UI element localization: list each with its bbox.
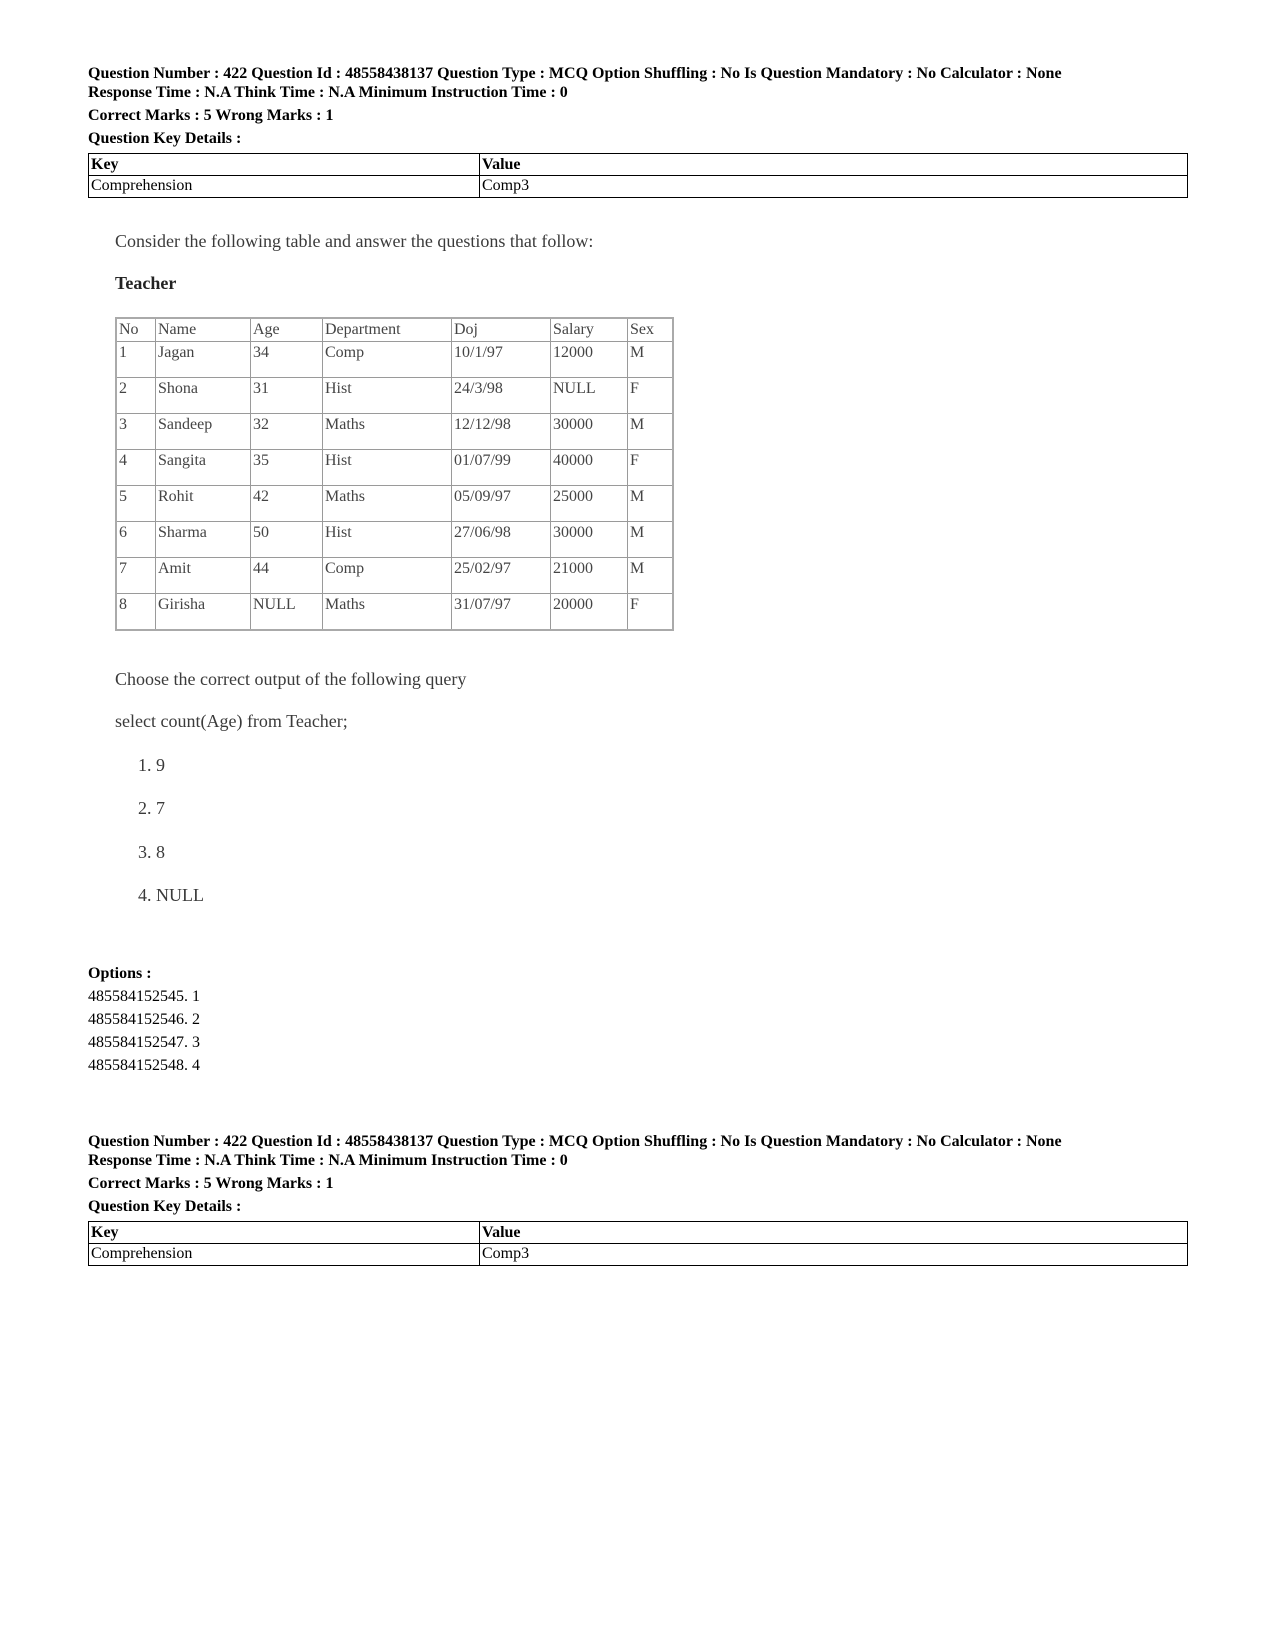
teacher-cell-sex: M [628, 486, 674, 522]
teacher-cell-name: Sangita [156, 450, 251, 486]
teacher-cell-department: Hist [323, 450, 452, 486]
header-sex: Sex [628, 318, 674, 342]
teacher-cell-age: 31 [251, 378, 323, 414]
choice-4: 4. NULL [138, 885, 204, 905]
teacher-cell-age: 32 [251, 414, 323, 450]
option-2: 485584152546. 2 [88, 1011, 200, 1028]
teacher-cell-age: 42 [251, 486, 323, 522]
teacher-cell-department: Comp [323, 558, 452, 594]
key-header: Key [89, 154, 480, 176]
question-header-repeat [88, 1132, 1188, 1266]
header-department: Department [323, 318, 452, 342]
key-cell-repeat: Comprehension [89, 1244, 480, 1266]
teacher-cell-doj: 31/07/97 [452, 594, 551, 631]
teacher-cell-sex: F [628, 594, 674, 631]
teacher-cell-salary: 20000 [551, 594, 628, 631]
key-details-table-repeat [88, 1221, 1188, 1266]
option-3: 485584152547. 3 [88, 1034, 200, 1051]
teacher-row [116, 414, 673, 450]
question-meta-line2-repeat: Response Time : N.A Think Time : N.A Minimum Instruction Time : 0 [88, 1152, 568, 1169]
key-details-header-row [89, 154, 1188, 176]
header-doj: Doj [452, 318, 551, 342]
teacher-cell-no: 2 [116, 378, 156, 414]
question-meta-line2: Response Time : N.A Think Time : N.A Minimum Instruction Time : 0 [88, 84, 568, 101]
teacher-cell-sex: F [628, 450, 674, 486]
teacher-cell-sex: F [628, 378, 674, 414]
header-no: No [116, 318, 156, 342]
teacher-cell-no: 8 [116, 594, 156, 631]
teacher-table [115, 317, 674, 631]
teacher-row [116, 558, 673, 594]
teacher-cell-doj: 12/12/98 [452, 414, 551, 450]
key-header-repeat: Key [89, 1222, 480, 1244]
teacher-cell-name: Rohit [156, 486, 251, 522]
value-cell-repeat: Comp3 [480, 1244, 1188, 1266]
teacher-cell-name: Amit [156, 558, 251, 594]
key-details-header-row-repeat [89, 1222, 1188, 1244]
teacher-cell-no: 4 [116, 450, 156, 486]
teacher-cell-doj: 25/02/97 [452, 558, 551, 594]
teacher-row [116, 594, 673, 631]
teacher-cell-doj: 01/07/99 [452, 450, 551, 486]
choice-2: 2. 7 [138, 798, 165, 818]
header-age: Age [251, 318, 323, 342]
teacher-cell-no: 7 [116, 558, 156, 594]
question-meta-line1: Question Number : 422 Question Id : 48558438137 Question Type : MCQ Option Shuffling : No Is Question Mandatory : No Calculator : None [88, 65, 1062, 82]
teacher-cell-salary: 30000 [551, 414, 628, 450]
key-details-label-repeat: Question Key Details : [88, 1198, 242, 1215]
teacher-row [116, 378, 673, 414]
teacher-cell-doj: 27/06/98 [452, 522, 551, 558]
teacher-cell-name: Sharma [156, 522, 251, 558]
question-marks-repeat: Correct Marks : 5 Wrong Marks : 1 [88, 1175, 334, 1192]
teacher-cell-doj: 05/09/97 [452, 486, 551, 522]
teacher-row [116, 450, 673, 486]
teacher-header-row [116, 318, 673, 342]
teacher-cell-no: 6 [116, 522, 156, 558]
key-details-label: Question Key Details : [88, 130, 242, 147]
teacher-cell-salary: NULL [551, 378, 628, 414]
teacher-row [116, 486, 673, 522]
teacher-cell-department: Maths [323, 414, 452, 450]
teacher-cell-age: NULL [251, 594, 323, 631]
question-header [88, 64, 1188, 198]
option-1: 485584152545. 1 [88, 988, 200, 1005]
teacher-cell-no: 1 [116, 342, 156, 378]
teacher-cell-sex: M [628, 558, 674, 594]
teacher-cell-salary: 40000 [551, 450, 628, 486]
teacher-cell-age: 50 [251, 522, 323, 558]
choice-3: 3. 8 [138, 842, 165, 862]
teacher-cell-age: 34 [251, 342, 323, 378]
teacher-cell-name: Sandeep [156, 414, 251, 450]
options-section [88, 962, 200, 1077]
value-header-repeat: Value [480, 1222, 1188, 1244]
option-4: 485584152548. 4 [88, 1057, 200, 1074]
teacher-cell-no: 5 [116, 486, 156, 522]
teacher-cell-salary: 12000 [551, 342, 628, 378]
teacher-cell-department: Maths [323, 486, 452, 522]
teacher-cell-department: Hist [323, 522, 452, 558]
choice-1: 1. 9 [138, 755, 165, 775]
key-cell: Comprehension [89, 176, 480, 198]
teacher-cell-salary: 21000 [551, 558, 628, 594]
teacher-row [116, 342, 673, 378]
key-details-row [89, 176, 1188, 198]
teacher-cell-department: Hist [323, 378, 452, 414]
teacher-cell-age: 44 [251, 558, 323, 594]
teacher-cell-name: Jagan [156, 342, 251, 378]
header-salary: Salary [551, 318, 628, 342]
teacher-cell-age: 35 [251, 450, 323, 486]
options-label: Options : [88, 965, 152, 982]
teacher-cell-department: Comp [323, 342, 452, 378]
teacher-cell-sex: M [628, 414, 674, 450]
teacher-cell-name: Shona [156, 378, 251, 414]
value-cell: Comp3 [480, 176, 1188, 198]
teacher-cell-no: 3 [116, 414, 156, 450]
teacher-cell-sex: M [628, 342, 674, 378]
key-details-table [88, 153, 1188, 198]
value-header: Value [480, 154, 1188, 176]
sql-query: select count(Age) from Teacher; [115, 711, 348, 731]
key-details-row-repeat [89, 1244, 1188, 1266]
question-image [115, 225, 815, 945]
header-name: Name [156, 318, 251, 342]
choose-prompt: Choose the correct output of the following query [115, 669, 467, 689]
teacher-cell-sex: M [628, 522, 674, 558]
teacher-cell-department: Maths [323, 594, 452, 631]
teacher-cell-salary: 25000 [551, 486, 628, 522]
teacher-cell-doj: 10/1/97 [452, 342, 551, 378]
question-marks: Correct Marks : 5 Wrong Marks : 1 [88, 107, 334, 124]
teacher-cell-salary: 30000 [551, 522, 628, 558]
teacher-cell-doj: 24/3/98 [452, 378, 551, 414]
table-name: Teacher [115, 273, 177, 293]
teacher-row [116, 522, 673, 558]
question-intro: Consider the following table and answer the questions that follow: [115, 231, 594, 251]
question-meta-line1-repeat: Question Number : 422 Question Id : 48558438137 Question Type : MCQ Option Shuffling : No Is Question Mandatory : No Calculator : None [88, 1133, 1062, 1150]
teacher-cell-name: Girisha [156, 594, 251, 631]
